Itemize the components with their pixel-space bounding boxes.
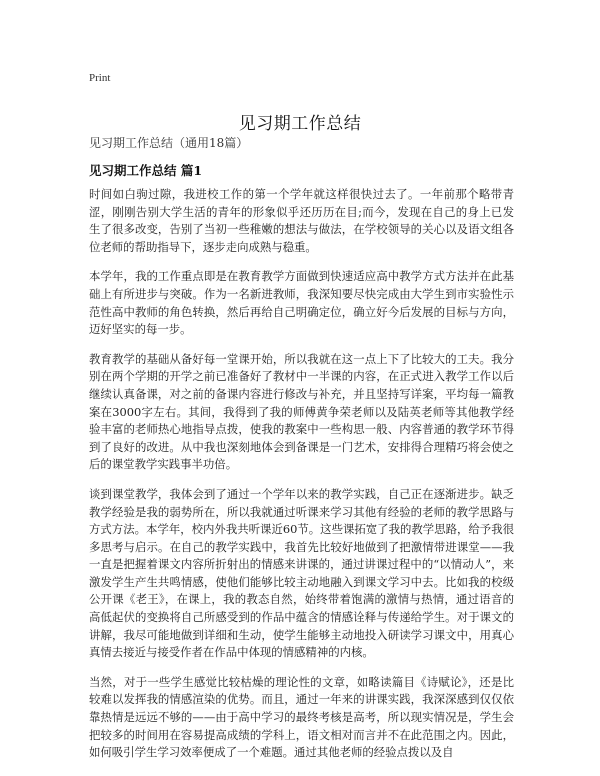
paragraph-5: 当然，对于一些学生感觉比较枯燥的理论性的文章，如略读篇目《诗赋论》，还是比较难以发挥我的情感渲染的优势。而且，通过一年来的讲课实践，我深深感到仅仅依靠热情是远远不够的——由于高中学习的最终考核是高考，所以现实情况是，学生会把较多的时间用在容易提高成绩的学科上，语文相对而言并不在此范围之内。因此，如何吸引学生学习效率便成了一个难题。通过其他老师的经验点拨以及自 xyxy=(89,674,514,760)
paragraph-2: 本学年，我的工作重点即是在教育教学方面做到快速适应高中教学方式方法并在此基础上有所进步与突破。作为一名新进教师，我深知要尽快完成由大学生到市实验性示范性高中教师的角色转换，然后再给自己明确定位，确立好今后发展的目标与方向，迈好坚实的每一步。 xyxy=(89,269,514,337)
document-subtitle: 见习期工作总结（通用18篇） xyxy=(89,136,249,150)
paragraph-4: 谈到课堂教学，我体会到了通过一个学年以来的教学实践，自己正在逐渐进步。缺乏教学经验是我的弱势所在，所以我就通过听课来学习其他有经验的老师的教学思路与方式方法。本学年，校内外我共听课近60节。这些课拓宽了我的教学思路，给予我很多思考与启示。在自己的教学实践中，我首先比较好地做到了把激情带进课堂——我一直是把握着课文内容所折射出的情感来讲课的，通过讲课过程中的“以情动人”，来激发学生产生共鸣情感，使他们能够比较主动地融入到课文学习中去。比如我的校级公开课《老王》，在课上，我的教态自然，始终带着饱满的激情与热情，通过语音的高低起伏的变换将自己所感受到的作品中蕴含的情感诠释与传递给学生。对于课文的讲解，我尽可能地做到详细和生动，使学生能够主动地投入研读学习课文中，用真心真情去接近与接受作者在作品中体现的情感精神的内核。 xyxy=(89,486,514,660)
document-title: 见习期工作总结 xyxy=(238,114,362,135)
section-heading: 见习期工作总结 篇1 xyxy=(89,163,203,178)
paragraph-3: 教育教学的基础从备好每一堂课开始，所以我就在这一点上下了比较大的工夫。我分别在两个学期的开学之前已准备好了教材中一半课的内容，在正式进入教学工作以后继续认真备课，对之前的备课内容进行修改与补充，并且坚持写详案，平均每一篇教案在3000字左右。其间，我得到了我的师傅黄争荣老师以及陆英老师等其他教学经验丰富的老师热心地指导点拨，使我的教案中一些构思一般、内容普通的教学环节得到了良好的改进。从中我也深刻地体会到备课是一门艺术，安排得合理精巧将会使之后的课堂教学实践事半功倍。 xyxy=(89,351,514,472)
paragraph-1: 时间如白驹过隙，我进校工作的第一个学年就这样很快过去了。一年前那个略带青涩，刚刚告别大学生活的青年的形象似乎还历历在目;而今，发现在自己的身上已发生了很多改变，告别了当初一些稚嫩的想法与做法，在学校领导的关心以及语文组各位老师的帮助指导下，逐步走向成熟与稳重。 xyxy=(89,187,514,254)
print-label[interactable]: Print xyxy=(89,72,111,84)
document-body xyxy=(89,186,514,774)
